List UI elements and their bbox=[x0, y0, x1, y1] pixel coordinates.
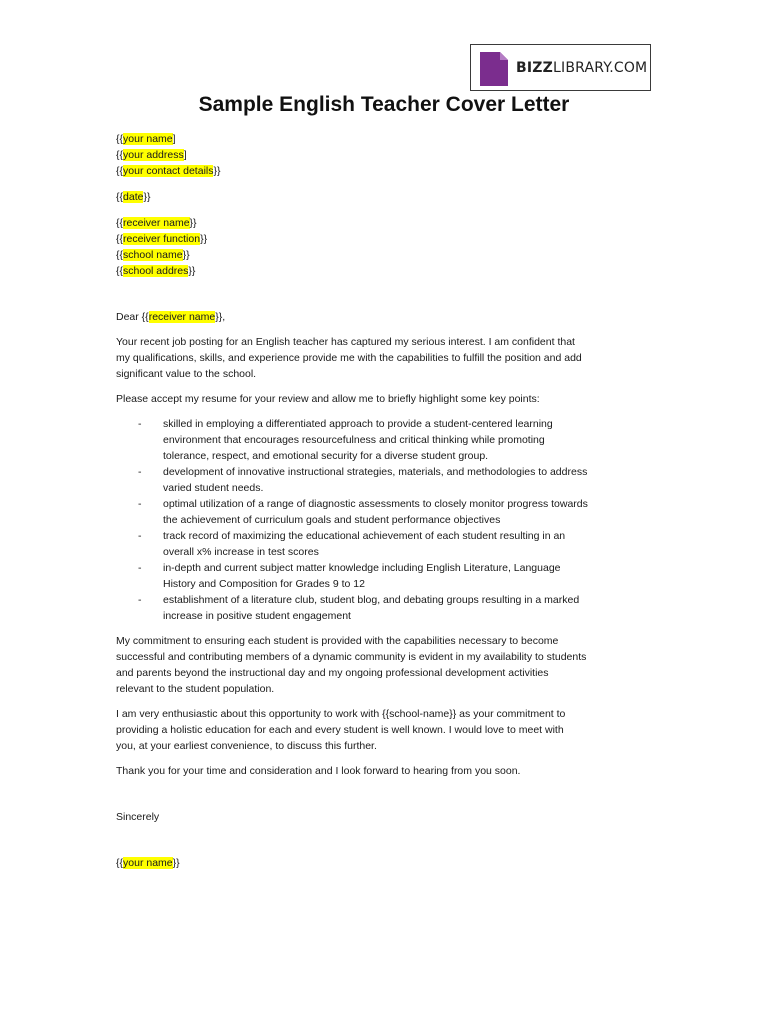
bullet-dash: - bbox=[138, 418, 142, 430]
paragraph-resume bbox=[116, 391, 656, 407]
list-item: - optimal utilization of a range of diagnostic assessments to closely monitor progress towards the achievement of curriculum goals and student performance objectives bbox=[138, 498, 588, 526]
document-title: Sample English Teacher Cover Letter bbox=[198, 93, 570, 116]
bullet-dash: - bbox=[138, 466, 142, 478]
sender-name-field: your name bbox=[123, 133, 173, 145]
brand-name bbox=[516, 60, 647, 76]
receiver-function-line: {{receiver function}} bbox=[116, 233, 208, 245]
list-item: - establishment of a literature club, student blog, and debating groups resulting in a marked increase in positive student engagement bbox=[138, 594, 580, 622]
sender-contact-line: {{your contact details}} bbox=[116, 165, 221, 177]
paragraph-line: providing a holistic education for each and every student is well known. I would love to meet with bbox=[116, 724, 564, 736]
list-item: - in-depth and current subject matter knowledge including English Literature, Language History and Composition for Grades 9 to 12 bbox=[138, 562, 561, 590]
paragraph-line: you, at your earliest convenience, to discuss this further. bbox=[116, 740, 377, 752]
signature-name-field: your name bbox=[123, 857, 173, 869]
salutation: Dear {{receiver name}}, bbox=[116, 311, 226, 323]
receiver-block bbox=[116, 215, 656, 279]
bizzlibrary-logo-icon bbox=[478, 48, 510, 88]
paragraph-line: My commitment to ensuring each student is provided with the capabilities necessary to become bbox=[116, 635, 559, 647]
salutation-receiver-field: receiver name bbox=[148, 311, 216, 323]
paragraph-thanks bbox=[116, 763, 656, 779]
paragraph-line: Thank you for your time and consideration and I look forward to hearing from you soon. bbox=[116, 765, 521, 777]
brand-name-light: LIBRARY.COM bbox=[552, 59, 648, 76]
receiver-function-field: receiver function bbox=[123, 233, 201, 245]
list-item: - development of innovative instructional strategies, materials, and methodologies to address varied student needs. bbox=[138, 466, 588, 494]
date-line: {{date}} bbox=[116, 191, 151, 203]
sender-address-line: {{your address] bbox=[116, 149, 187, 161]
sender-contact-field: your contact details bbox=[123, 165, 214, 177]
signature-line: {{your name}} bbox=[116, 857, 180, 869]
school-address-field: school addres bbox=[123, 265, 189, 277]
bullet-dash: - bbox=[138, 562, 142, 574]
paragraph-intro bbox=[116, 334, 656, 382]
key-points-list bbox=[116, 416, 656, 624]
receiver-name-field: receiver name bbox=[123, 217, 190, 229]
sender-address-field: your address bbox=[123, 149, 184, 161]
bullet-dash: - bbox=[138, 498, 142, 510]
paragraph-line: Your recent job posting for an English teacher has captured my serious interest. I am confident that bbox=[116, 336, 575, 348]
paragraph-line: significant value to the school. bbox=[116, 368, 257, 380]
letter-body bbox=[116, 131, 656, 871]
bullet-dash: - bbox=[138, 594, 142, 606]
paragraph-line: my qualifications, skills, and experience provide me with the capabilities to fulfill the position and add bbox=[116, 352, 582, 364]
paragraph-line: successful and contributing members of a dynamic community is evident in my availability to students bbox=[116, 651, 587, 663]
brand-logo bbox=[470, 44, 651, 91]
paragraph-line: and parents beyond the instructional day and my ongoing professional development activities bbox=[116, 667, 549, 679]
sender-block bbox=[116, 131, 656, 179]
paragraph-enthusiasm bbox=[116, 706, 656, 754]
brand-name-bold: BIZZ bbox=[516, 59, 553, 76]
list-item: - skilled in employing a differentiated approach to provide a student-centered learning environment that encourages resourcefulness and critical thinking while promoting tolerance, respect, and emotional security for a diverse student group. bbox=[138, 418, 553, 462]
closing: Sincerely bbox=[116, 811, 160, 823]
school-name-field: school name bbox=[123, 249, 183, 261]
bullet-dash: - bbox=[138, 530, 142, 542]
sender-name-line: {{your name] bbox=[116, 133, 176, 145]
paragraph-line: relevant to the student population. bbox=[116, 683, 275, 695]
paragraph-line: I am very enthusiastic about this opportunity to work with {{school-name}} as your commitment to bbox=[116, 708, 566, 720]
paragraph-line: Please accept my resume for your review and allow me to briefly highlight some key points: bbox=[116, 393, 540, 405]
receiver-name-line: {{receiver name}} bbox=[116, 217, 197, 229]
list-item: - track record of maximizing the educational achievement of each student resulting in an overall x% increase in test scores bbox=[138, 530, 566, 558]
school-address-line: {{school addres}} bbox=[116, 265, 196, 277]
school-name-line: {{school name}} bbox=[116, 249, 190, 261]
paragraph-commitment bbox=[116, 633, 656, 697]
date-field: date bbox=[123, 191, 144, 203]
